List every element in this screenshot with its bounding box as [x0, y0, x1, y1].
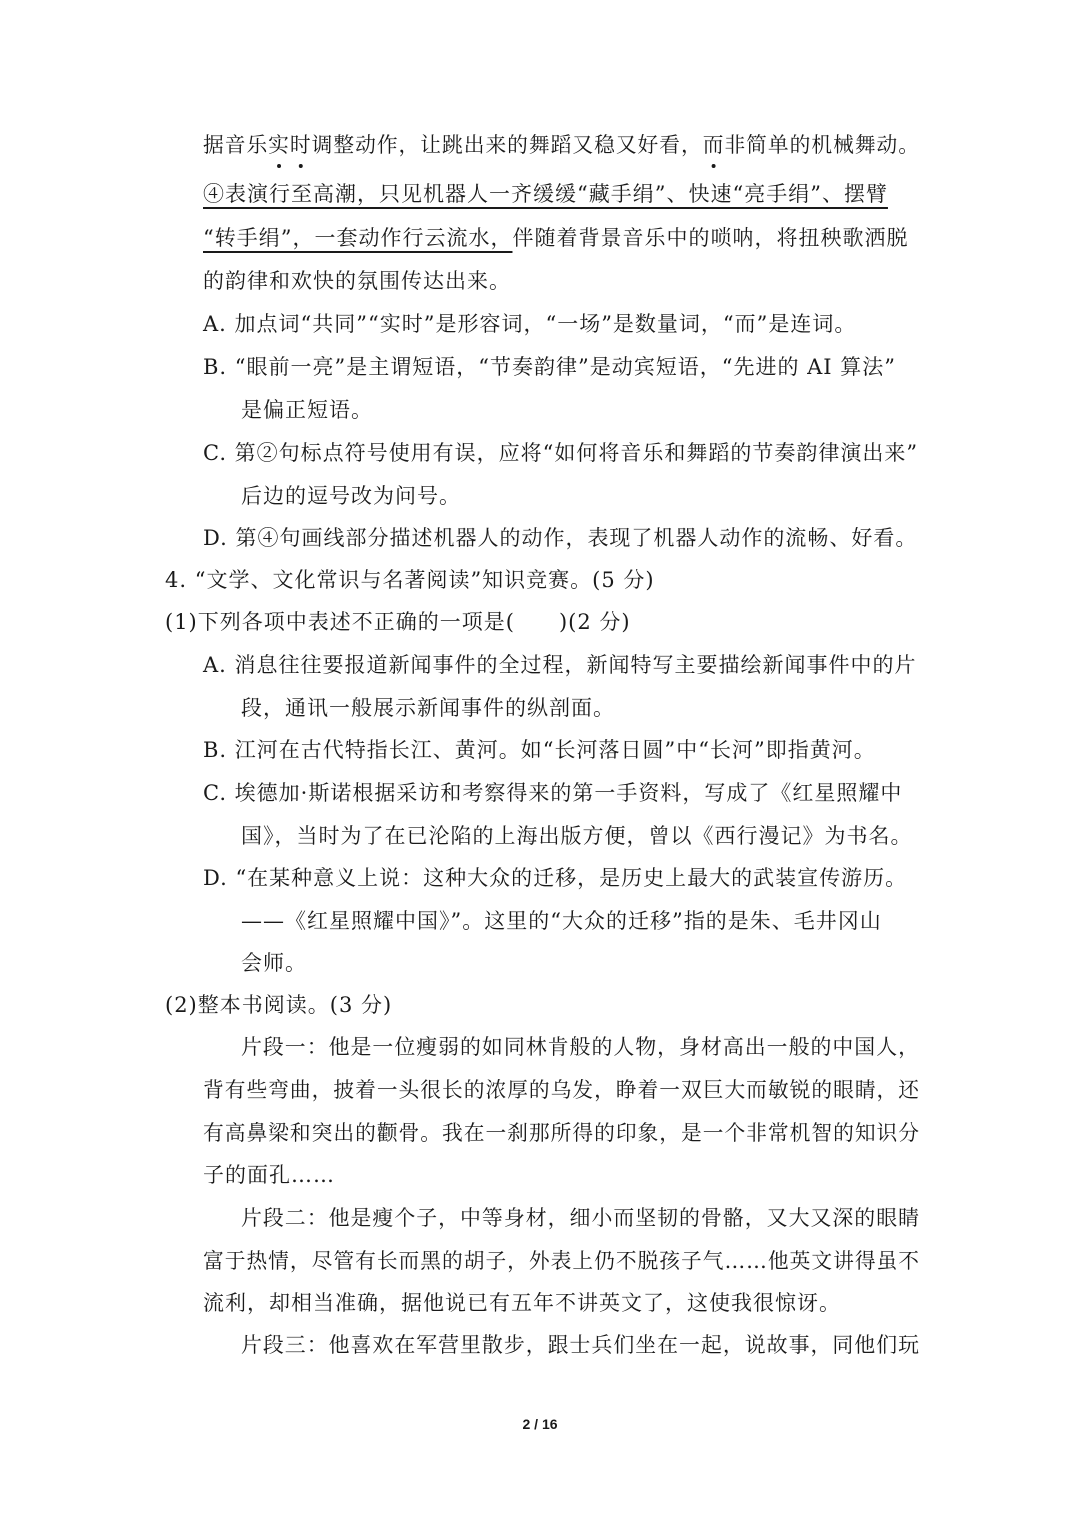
option-a: A. 消息往往要报道新闻事件的全过程，新闻特写主要描绘新闻事件中的片 — [203, 653, 917, 677]
underlined-sentence: ④表演行至高潮，只见机器人一齐缓缓“藏手绢”、快速“亮手绢”、摆臂 — [203, 182, 888, 206]
text-line-3: “转手绢”，一套动作行云流水，伴随着背景音乐中的唢呐，将扭秧歌洒脱 — [203, 226, 909, 250]
option-c-cont: 后边的逗号改为问号。 — [241, 484, 461, 508]
option-d-cont: ——《红星照耀中国》”。这里的“大众的迁移”指的是朱、毛井冈山 — [241, 909, 882, 933]
passage-2: 片段二：他是瘦个子，中等身材，细小而坚韧的骨骼，又大又深的眼睛 — [241, 1206, 920, 1230]
passage-3: 片段三：他喜欢在军营里散步，跟士兵们坐在一起，说故事，同他们玩 — [241, 1333, 920, 1357]
option-b: B. 江河在古代特指长江、黄河。如“长河落日圆”中“长河”即指黄河。 — [203, 738, 876, 762]
option-b: B. “眼前一亮”是主谓短语，“节奏韵律”是动宾短语，“先进的 AI 算法” — [203, 355, 897, 379]
passage-1-cont: 有高鼻梁和突出的颧骨。我在一刹那所得的印象，是一个非常机智的知识分 — [203, 1121, 920, 1145]
passage-1-cont: 背有些弯曲，披着一头很长的浓厚的乌发，睁着一双巨大而敏锐的眼睛，还 — [203, 1078, 920, 1102]
option-a: A. 加点词“共同”“实时”是形容词，“一场”是数量词，“而”是连词。 — [203, 312, 857, 336]
subquestion-1: (1)下列各项中表述不正确的一项是( )(2 分) — [165, 610, 631, 634]
page-number: 2 / 16 — [522, 1416, 558, 1432]
dotted-char: 实 — [268, 133, 290, 157]
passage-1-cont: 子的面孔…… — [203, 1163, 335, 1187]
option-c: C. 埃德加·斯诺根据采访和考察得来的第一手资料，写成了《红星照耀中 — [203, 781, 903, 805]
option-d: D. 第④句画线部分描述机器人的动作，表现了机器人动作的流畅、好看。 — [203, 526, 918, 550]
option-c-cont: 国》，当时为了在已沦陷的上海出版方便，曾以《西行漫记》为书名。 — [241, 824, 913, 848]
question-4-title: 4. “文学、文化常识与名著阅读”知识竞赛。(5 分) — [165, 568, 655, 592]
passage-2-cont: 富于热情，尽管有长而黑的胡子，外表上仍不脱孩子气……他英文讲得虽不 — [203, 1249, 920, 1273]
passage-2-cont: 流利，却相当准确，据他说已有五年不讲英文了，这使我很惊讶。 — [203, 1291, 841, 1315]
text-line-4: 的韵律和欢快的氛围传达出来。 — [203, 269, 511, 293]
dotted-char: 而 — [702, 133, 725, 157]
text-line-1: 据音乐实时调整动作，让跳出来的舞蹈又稳又好看，而非简单的机械舞动。 — [203, 133, 920, 157]
option-c: C. 第②句标点符号使用有误，应将“如何将音乐和舞蹈的节奏韵律演出来” — [203, 441, 919, 465]
dotted-char: 时 — [289, 133, 312, 157]
option-d: D. “在某种意义上说：这种大众的迁移，是历史上最大的武装宣传游历。 — [203, 866, 908, 890]
option-d-cont: 会师。 — [241, 951, 307, 975]
subquestion-2: (2)整本书阅读。(3 分) — [165, 993, 393, 1017]
underlined-sentence-end: “转手绢”，一套动作行云流水， — [203, 226, 513, 250]
option-a-cont: 段，通讯一般展示新闻事件的纵剖面。 — [241, 696, 615, 720]
passage-1: 片段一：他是一位瘦弱的如同林肯般的人物，身材高出一般的中国人， — [241, 1035, 920, 1059]
option-b-cont: 是偏正短语。 — [241, 398, 373, 422]
